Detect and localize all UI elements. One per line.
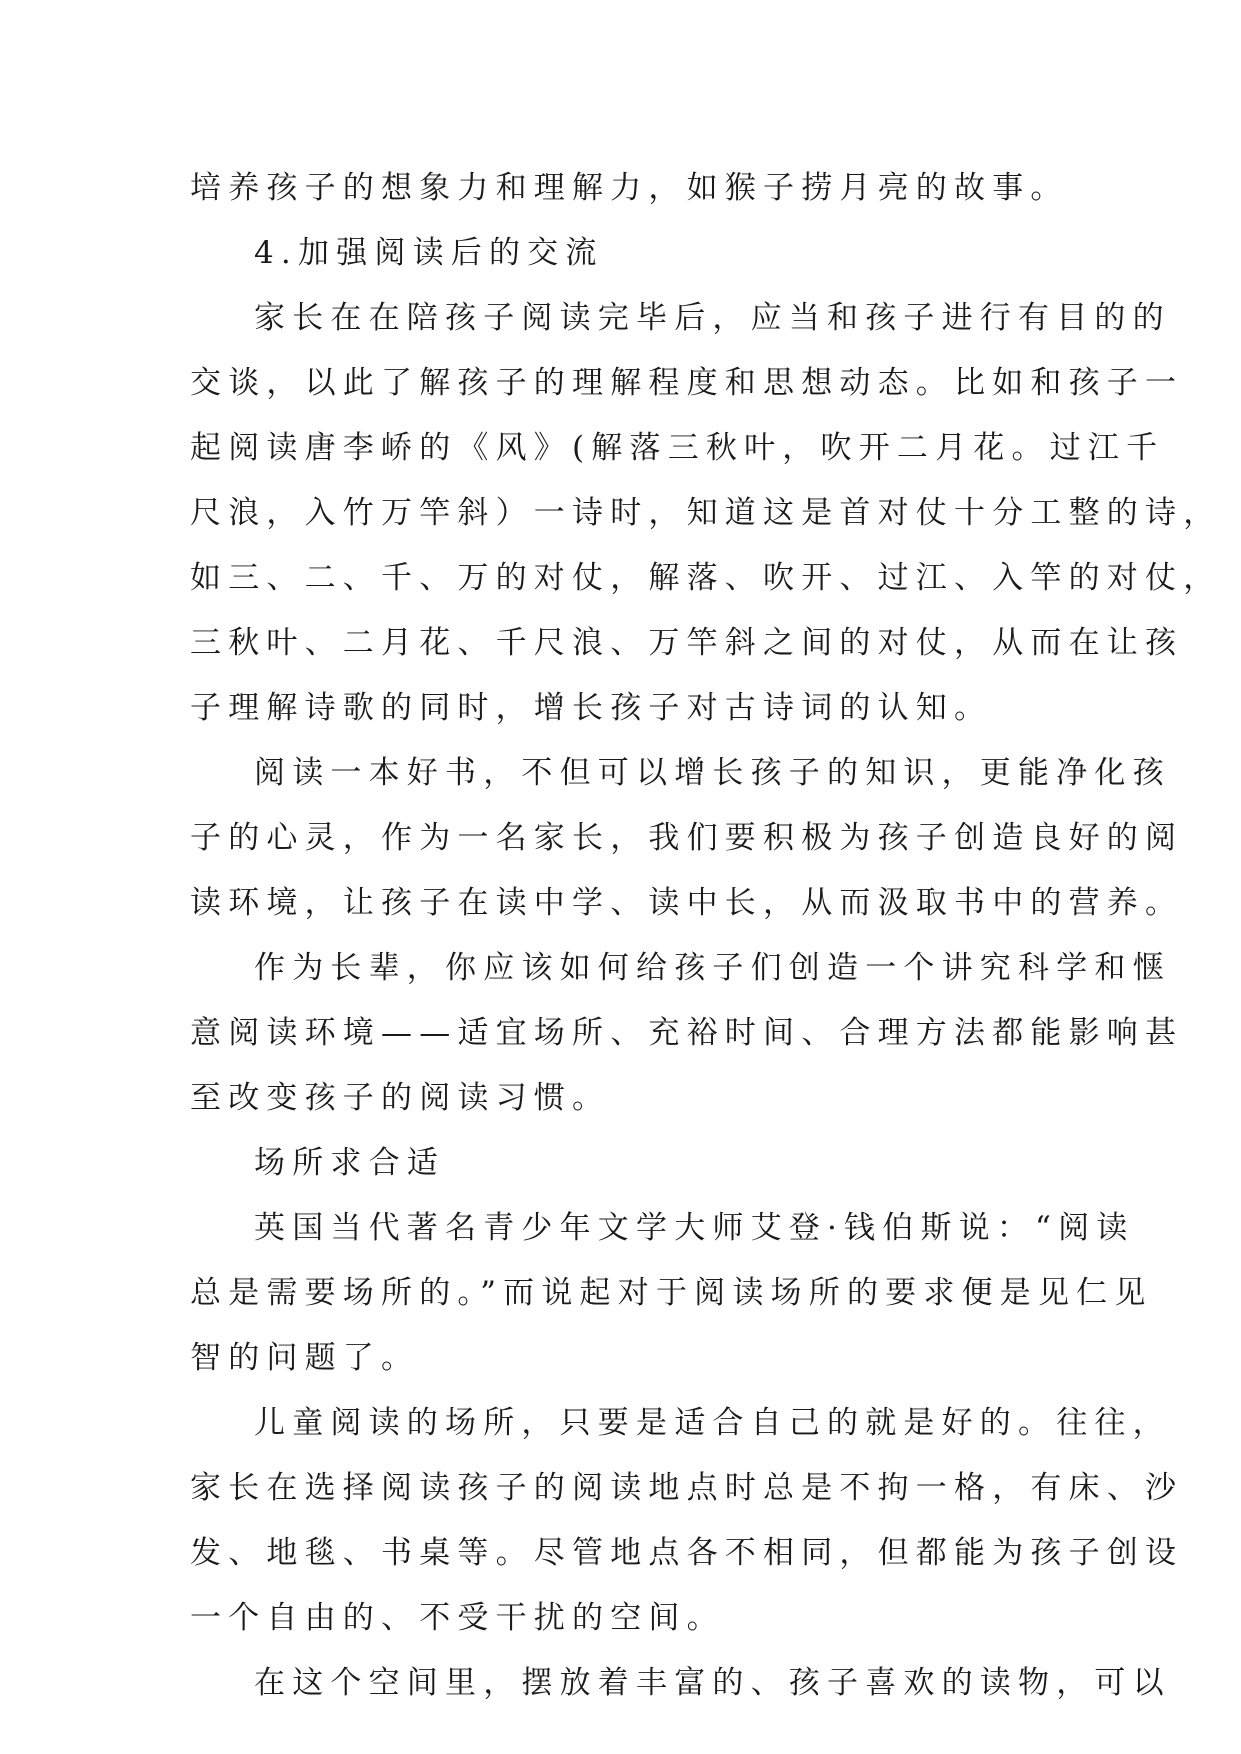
text-line: 在这个空间里，摆放着丰富的、孩子喜欢的读物，可以 <box>254 1665 1171 1701</box>
text-line: 儿童阅读的场所，只要是适合自己的就是好的。往往， <box>254 1405 1171 1441</box>
text-line: 如三、二、千、万的对仗，解落、吹开、过江、入竿的对仗， <box>190 560 1222 596</box>
text-line: 总是需要场所的。”而说起对于阅读场所的要求便是见仁见 <box>190 1275 1153 1311</box>
text-line: 作为长辈，你应该如何给孩子们创造一个讲究科学和惬 <box>254 950 1171 986</box>
text-line: 交谈，以此了解孩子的理解程度和思想动态。比如和孩子一 <box>190 365 1184 401</box>
document-page <box>190 156 1222 1716</box>
text-line: 子的心灵，作为一名家长，我们要积极为孩子创造良好的阅 <box>190 820 1184 856</box>
text-line: 三秋叶、二月花、千尺浪、万竿斜之间的对仗，从而在让孩 <box>190 625 1184 661</box>
text-line: 起阅读唐李峤的《风》(解落三秋叶，吹开二月花。过江千 <box>190 430 1165 466</box>
text-line: 培养孩子的想象力和理解力，如猴子捞月亮的故事。 <box>190 170 1069 206</box>
text-line: 一个自由的、不受干扰的空间。 <box>190 1600 725 1636</box>
text-line: 场所求合适 <box>254 1145 445 1181</box>
text-line: 智的问题了。 <box>190 1340 420 1376</box>
text-line: 意阅读环境——适宜场所、充裕时间、合理方法都能影响甚 <box>190 1015 1184 1051</box>
text-line: 尺浪，入竹万竿斜）一诗时，知道这是首对仗十分工整的诗， <box>190 495 1222 531</box>
text-line: 家长在在陪孩子阅读完毕后，应当和孩子进行有目的的 <box>254 300 1171 336</box>
text-line: 子理解诗歌的同时，增长孩子对古诗词的认知。 <box>190 690 993 726</box>
text-line: 发、地毯、书桌等。尽管地点各不相同，但都能为孩子创设 <box>190 1535 1184 1571</box>
document-body <box>190 156 1222 1716</box>
text-line: 至改变孩子的阅读习惯。 <box>190 1080 611 1116</box>
text-line: 4.加强阅读后的交流 <box>254 235 604 271</box>
text-line: 家长在选择阅读孩子的阅读地点时总是不拘一格，有床、沙 <box>190 1470 1184 1506</box>
text-line: 读环境，让孩子在读中学、读中长，从而汲取书中的营养。 <box>190 885 1184 921</box>
text-line: 阅读一本好书，不但可以增长孩子的知识，更能净化孩 <box>254 755 1171 791</box>
text-line: 英国当代著名青少年文学大师艾登·钱伯斯说：“阅读 <box>254 1210 1135 1246</box>
